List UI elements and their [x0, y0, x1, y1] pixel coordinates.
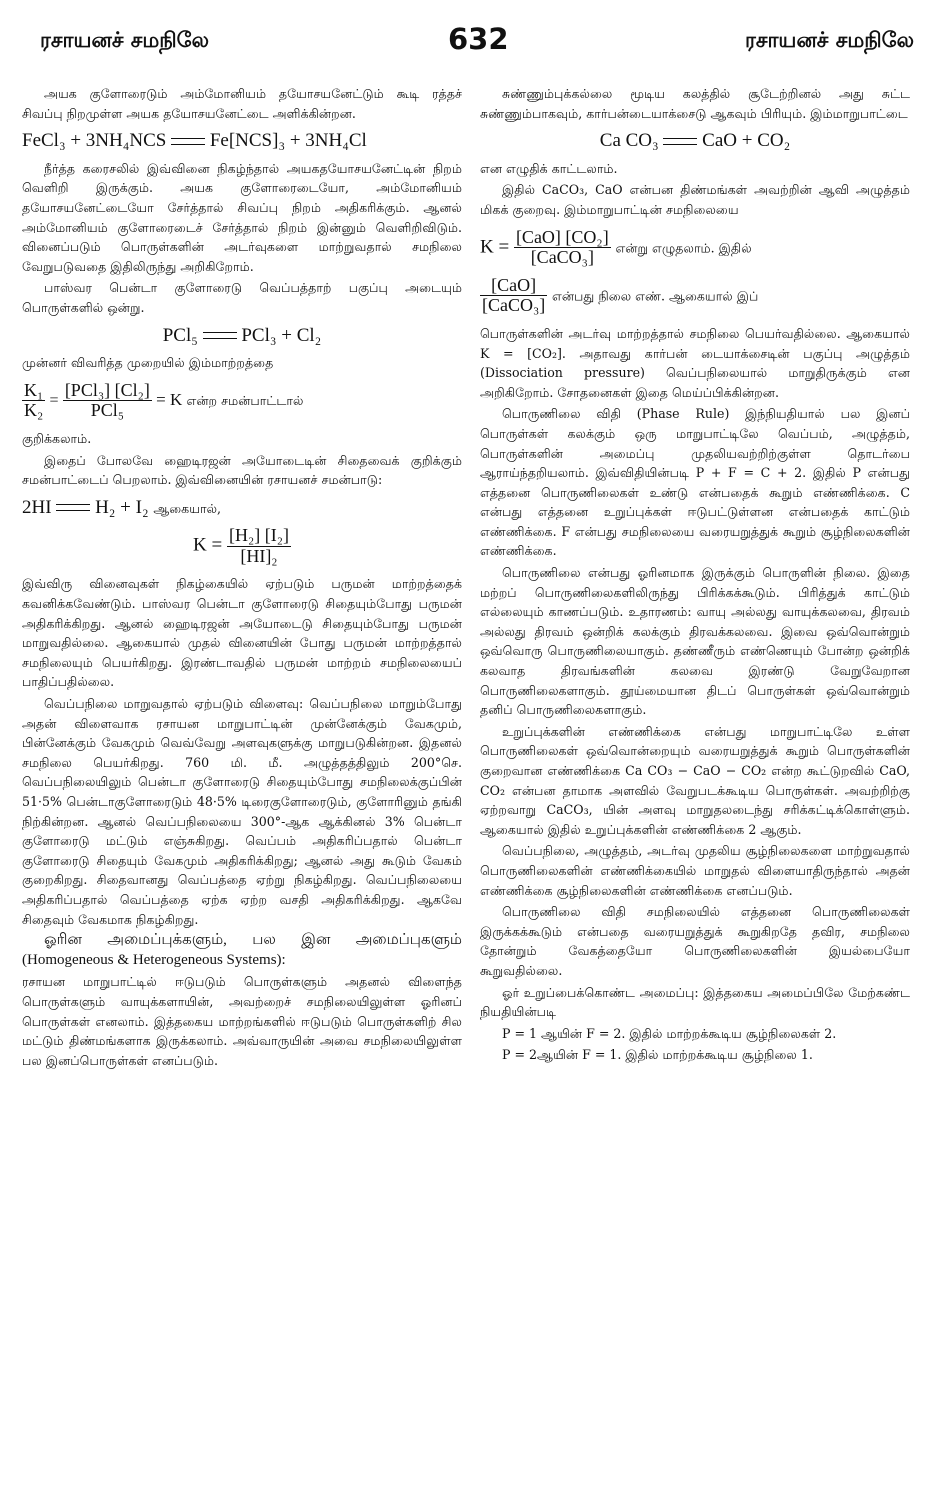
fraction-numerator: [H₂] [I₂]: [228, 525, 289, 546]
left-column: [22, 84, 462, 1072]
running-title-right: ரசாயனச் சமநிலே: [744, 28, 914, 52]
fraction-denominator: [CaCO₃]: [482, 295, 546, 316]
equation-k-ratio: $\frac{\text{K₁}}{\text{K₂}}$ = $\frac{\text{[PCl₃] [Cl₂]}}{\text{PCl₅}}$ = K என்ற சமன்பாட்டால்: [24, 379, 304, 421]
paragraph: இதைப் போலவே ஹைடிரஜன் அயோடைடின் சிதைவைக் குறிக்கும் சமன்பாட்டைப் பெறலாம். இவ்வினையின் ரசாயனச் சமன்பாடு:: [22, 452, 462, 488]
equation-caption: என்பது நிலை எண். ஆகையால் இப்: [552, 288, 759, 304]
equation-caption: என்று எழுதலாம். இதில்: [615, 240, 752, 256]
fraction-denominator: [CaCO₃]: [530, 247, 594, 268]
fraction-numerator: [CaO]: [480, 276, 547, 297]
equilibrium-arrow-icon: [203, 328, 237, 344]
fraction-denominator: [HI]₂: [240, 545, 278, 566]
fraction-pcl: [63, 381, 152, 421]
equation-caption: என்ற சமன்பாட்டால்: [186, 392, 304, 408]
equation-rhs: CaO + CO₂: [702, 130, 791, 152]
equation-k-caco3: [480, 228, 910, 268]
equation-k: K =: [480, 236, 510, 258]
paragraph: என எழுதிக் காட்டலாம்.: [480, 160, 618, 176]
equation-lhs: 2HI: [22, 496, 52, 518]
paragraph: ஓர் உறுப்பைக்கொண்ட அமைப்பு: இத்தகைய அமைப்பிலே மேற்கண்ட நியதியின்படி: [480, 984, 910, 1020]
equation-cao-ratio: [480, 276, 910, 316]
equation-k-hi: [22, 526, 462, 566]
paragraph: சுண்ணும்புக்கல்லை மூடிய கலத்தில் சூடேற்றினல் அது சுட்ட சுண்ணும்பாகவும், கார்பன்டையாக்சைடு ஆகவும் பிரியும். இம்மாறுபாட்டை: [480, 86, 910, 121]
equilibrium-arrow-icon: [171, 134, 205, 150]
right-column: [480, 84, 910, 1067]
fraction-numerator: [PCl₃] [Cl₂]: [64, 379, 150, 400]
page-number: 632: [448, 22, 509, 56]
equation-pcl5: [22, 326, 462, 346]
fraction-k1-k2: [22, 381, 45, 421]
paragraph: இவ்விரு வினைவுகள் நிகழ்கையில் ஏற்படும் பருமன் மாற்றத்தைக் கவனிக்கவேண்டும். பாஸ்வர பென்டா குளோரைடு சிதையும்போது பருமன் அதிகரிக்கிறது. ஆனல் ஹைடிரஜன் அயோடைடு சிதையும்போது பருமன் மாறுவதில்லை. ஆகையால் முதல் வினையின் போது பருமன் மாற்றத்தால் சமநிலையும் பெயர்கிறது. இரண்டாவதில் பருமன் மாற்றம் சமநிலையைப் பாதிப்பதில்லை.: [22, 576, 462, 690]
equation-rhs: Fe[NCS]₃ + 3NH₄Cl: [209, 130, 367, 152]
paragraph: P = 2ஆயின் F = 1. இதில் மாற்றக்கூடிய சூழ்நிலை 1.: [502, 1047, 813, 1063]
paragraph: பொருணிலை விதி சமநிலையில் எத்தனை பொருணிலைகள் இருக்கக்கூடும் என்பதை வரையறுத்துக் கூறுகிறதே தவிர, சமநிலை தோன்றும் வேகத்தையோ பொருணிலைகளின் இயல்பையோ கூறுவதில்லை.: [480, 904, 910, 978]
paragraph: நீர்த்த கரைசலில் இவ்வினை நிகழ்ந்தால் அயகதயோசயனேட்டின் நிறம் வெளிறி இருக்கும். அயக குளோரைடையோ, அம்மோனியம் தயோசயனேட்டையோ சேர்த்தால் சிவப்பு நிறம் அதிகரிக்கும். ஆனல் அம்மோனியம் குளோரைடைச் சேர்த்தால் நிறம் இன்னும் வெளிறிவிடும். வினைப்படும் பொருள்களின் அடர்வுகளை மாற்றுவதால் சமநிலை வேறுபடுவதை இதிலிருந்து அறிகிறோம்.: [22, 160, 462, 274]
equation-caption: ஆகையால்,: [153, 500, 222, 516]
paragraph: பொருள்களின் அடர்வு மாற்றத்தால் சமநிலை பெயர்வதில்லை. ஆகையால் K = [CO₂]. அதாவது கார்பன் டையாக்சைடின் பகுப்பு அழுத்தம் (Dissociation pressure) வெப்பநிலையால் மாறுதிருக்கும் என அறிகிறோம். சோதனைகள் இதை மெய்ப்பிக்கின்றன.: [480, 325, 910, 400]
paragraph: P = 1 ஆயின் F = 2. இதில் மாற்றக்கூடிய சூழ்நிலைகள் 2.: [502, 1025, 837, 1041]
paragraph: பொருணிலை விதி (Phase Rule) இந்நியதியால் பல இனப் பொருள்கள் கலக்கும் ஒரு மாறுபாட்டிலே வெப்பம், அழுத்தம், பொருள்களின் அமைப்பு முதலியவற்றிற்குள்ள தொடர்பை ஆராய்ந்தறியலாம். இவ்விதியின்படி P + F = C + 2. இதில் P என்பது எத்தனை பொருணிலைகள் உண்டு என்பதைக் கூறும் எண்ணிக்கை. C என்பது எத்தனை உறுப்புக்கள் ஈடுபட்டுள்ளன என்பதைக் காட்டும் எண்ணிக்கை. F என்பது சமநிலையை வரையறுத்துக் கூறும் சூழ்நிலைகளின் எண்ணிக்கை.: [480, 406, 910, 559]
section-heading: ஓரின அமைப்புக்களும், பல இன அமைப்புகளும் (Homogeneous & Heterogeneous Systems):: [22, 932, 462, 968]
equilibrium-arrow-icon: [56, 500, 90, 516]
paragraph: அயக குளோரைடும் அம்மோனியம் தயோசயனேட்டும் கூடி ரத்தச் சிவப்பு நிறமுள்ள அயக தயோசயனேட்டை அளிக்கின்றன.: [22, 86, 462, 121]
equation-rhs: PCl₃ + Cl₂: [241, 324, 322, 346]
equilibrium-arrow-icon: [663, 134, 697, 150]
fraction-denominator: PCl₅: [90, 400, 124, 421]
equation-lhs: Ca CO₃: [599, 130, 659, 152]
paragraph: முன்னர் விவரித்த முறையில் இம்மாற்றத்தை: [22, 355, 274, 371]
fraction-cao-caco3: [480, 276, 547, 316]
equation-rhs: = K: [156, 389, 183, 409]
paragraph: வெப்பநிலை, அழுத்தம், அடர்வு முதலிய சூழ்நிலைகளை மாற்றுவதால் பொருணிலைகளின் எண்ணிக்கையில் மாறுதல் விளையாதிருந்தால் அதன் எண்ணிக்கை சூழ்நிலைகளின் எண்ணிக்கை எனப்படும்.: [480, 843, 910, 898]
equation-hi: [22, 498, 462, 519]
paragraph: இதில் CaCO₃, CaO என்பன திண்மங்கள் அவற்றின் ஆவி அழுத்தம் மிகக் குறைவு. இம்மாறுபாட்டின் சமநிலையை: [480, 182, 910, 217]
fraction-numerator: K₁: [24, 379, 44, 400]
paragraph: ரசாயன மாறுபாட்டில் ஈடுபடும் பொருள்களும் அதனல் விளைந்த பொருள்களும் வாயுக்களாயின், அவற்றைச் சமநிலையிலுள்ள ஓரினப் பொருள்கள் எனலாம். இத்தகைய மாற்றங்களில் ஈடுபடும் பொருள்களிற் சில மட்டும் திண்மங்களாக இருக்கலாம். அவ்வாருயின் அவை சமநிலையிலுள்ள பல இனப்பொருள்கள் எனப்படும்.: [22, 974, 462, 1068]
fraction-denominator: K₂: [24, 400, 44, 421]
equation-caco3: [480, 131, 910, 151]
running-title-left: ரசாயனச் சமநிலே: [40, 28, 210, 52]
equation-lhs: PCl₅: [162, 324, 198, 346]
equation-ferric-thiocyanate: [22, 131, 462, 151]
paragraph: பாஸ்வர பென்டா குளோரைடு வெப்பத்தாற் பகுப்பு அடையும் பொருள்களில் ஒன்று.: [22, 280, 462, 315]
equation-lhs: FeCl₃ + 3NH₄NCS: [22, 130, 167, 152]
paragraph: பொருணிலை என்பது ஓரினமாக இருக்கும் பொருளின் நிலை. இதை மற்றப் பொருணிலைகளிலிருந்து பிரிக்கக்கூடும். பிரித்துக் காட்டும் எல்லையும் காணப்படும். உதாரணம்: வாயு அல்லது வாயுக்கலவை, திரவம் அல்லது திரவம் ஒன்றிக் கலக்கும் திரவக்கலவை. இவை ஒவ்வொன்றும் ஒவ்வொரு பொருணிலையாகும். தண்ணீரும் எண்ணெயும் போன்ற ஒன்றிக் கலவாத திரவங்களின் கலவை இரண்டு வேறுவேறான பொருணிலைகளாகும். தூய்மையான திடப் பொருள்கள் ஒவ்வொன்றும் தனிப் பொருணிலைகளாகும்.: [480, 565, 910, 718]
equation-k: K =: [193, 534, 223, 556]
paragraph: வெப்பநிலை மாறுவதால் ஏற்படும் விளைவு: வெப்பநிலை மாறும்போது அதன் விளைவாக ரசாயன மாறுபாட்டின் முன்னேக்கும் வேகமும், பின்னேக்கும் வேகமும் வெவ்வேறு அளவுகளுக்கு மாறுபடுகின்றன. இதனல் சமநிலை பெயர்கிறது. 760 மி. மீ. அழுத்தத்திலும் 200°செ. வெப்பநிலையிலும் பென்டா குளோரைடு சிதையும்போது சமநிலைக்குப்பின் 51·5% பென்டாகுளோரைடும் 48·5% டிரைகுளோரைடும், குளோரினும் தங்கி நிற்கின்றன. ஆனல் வெப்பநிலையை 300°-ஆக ஆக்கினல் 3% பென்டா குளோரைடு மட்டும் எஞ்சுகிறது. வெப்பம் அதிகரிப்பதால் பென்டா குளோரைடு சிதையும் வேகமும் அதிகரிக்கிறது; ஆனல் அது கூடும் வேகம் குறைகிறது. சிதைவானது வெப்பத்தை ஏற்று நிகழ்கிறது. வெப்பநிலையை அதிகரிப்பதால் வெப்பத்தை ஏற்க ஏற்ற வசதி அதிகரிக்கிறது. ஆகவே சிதைவும் வேகமாக நிகழ்கிறது.: [22, 696, 462, 927]
fraction-cao-co2: [514, 228, 611, 268]
fraction-h2-i2: [227, 526, 291, 566]
paragraph: உறுப்புக்களின் எண்ணிக்கை என்பது மாறுபாட்டிலே உள்ள பொருணிலைகள் ஒவ்வொன்றையும் வரையறுத்துக் கூறும் பொருள்களின் குறைவான எண்ணிக்கை Ca CO₃ − CaO − CO₂ என்ற கூட்டுறவில் CaO, CO₂ என்பன தாமாக அளவில் வேறுபடக்கூடிய பொருள்கள். அவற்றிற்கு ஏற்றவாறு CaCO₃, யின் அளவு மாறுதலடைந்து சரிக்கட்டிக்கொள்ளும். ஆகையால் இதில் உறுப்புக்களின் எண்ணிக்கை 2 ஆகும்.: [480, 723, 910, 837]
paragraph: குறிக்கலாம்.: [22, 430, 92, 446]
page-header: [0, 0, 940, 60]
equation-rhs: H₂ + I₂: [95, 496, 149, 518]
fraction-numerator: [CaO] [CO₂]: [515, 226, 609, 247]
